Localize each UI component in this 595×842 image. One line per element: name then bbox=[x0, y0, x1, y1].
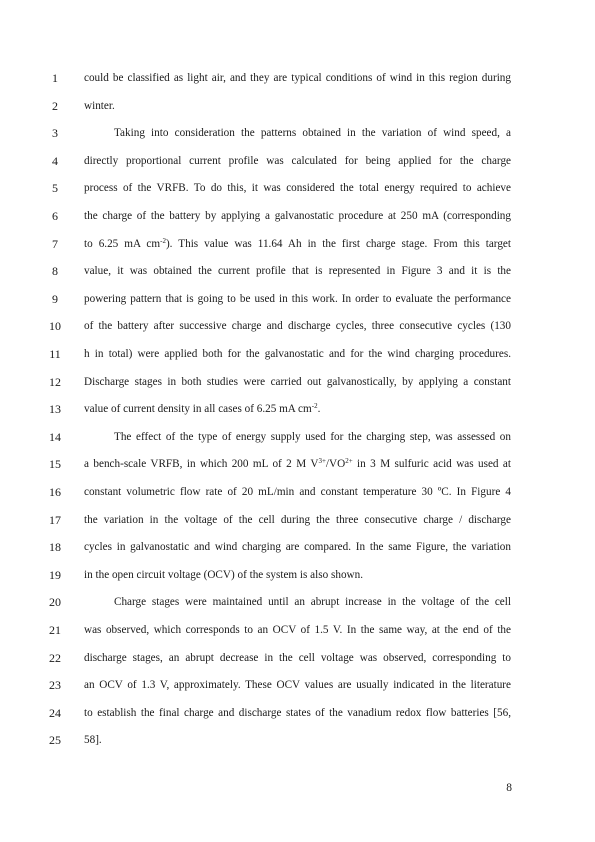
manuscript-line bbox=[0, 512, 595, 532]
superscript: 3+ bbox=[318, 457, 326, 466]
line-number: 20 bbox=[49, 595, 61, 610]
line-number: 17 bbox=[49, 512, 61, 527]
text-run: the variation in the voltage of the cell during the three consecutive charge / discharge bbox=[84, 513, 511, 526]
line-text bbox=[84, 567, 511, 583]
text-run: cycles in galvanostatic and wind charging are compared. In the same Figure, the variation bbox=[84, 541, 511, 554]
line-number: 25 bbox=[49, 733, 61, 748]
manuscript-line bbox=[0, 594, 595, 614]
manuscript-line bbox=[0, 208, 595, 228]
text-run: . bbox=[317, 403, 321, 416]
text-run: in 3 M sulfuric acid was used at bbox=[352, 458, 512, 471]
text-run: Charge stages were maintained until an abrupt increase in the voltage of the cell bbox=[114, 596, 511, 609]
manuscript-line bbox=[0, 567, 595, 587]
text-run: discharge stages, an abrupt decrease in the cell voltage was observed, corresponding to bbox=[84, 651, 511, 664]
text-run: /VO bbox=[325, 458, 346, 471]
line-number: 9 bbox=[52, 291, 58, 306]
manuscript-line bbox=[0, 732, 595, 752]
manuscript-line bbox=[0, 677, 595, 697]
line-number: 6 bbox=[52, 209, 58, 223]
text-run: in the open circuit voltage (OCV) of the system is also shown. bbox=[84, 568, 364, 581]
line-number: 16 bbox=[49, 485, 61, 499]
text-run: The effect of the type of energy supply used for the charging step, was assessed on bbox=[114, 430, 511, 443]
line-text bbox=[114, 594, 511, 610]
line-text bbox=[84, 346, 511, 362]
text-run: of the battery after successive charge and discharge cycles, three consecutive cycles (130 bbox=[84, 320, 511, 333]
line-number: 18 bbox=[49, 540, 61, 555]
line-text bbox=[114, 125, 511, 141]
manuscript-line bbox=[0, 456, 595, 476]
line-number: 2 bbox=[52, 98, 58, 113]
line-text bbox=[84, 153, 511, 169]
manuscript-line bbox=[0, 318, 595, 338]
line-text bbox=[84, 318, 511, 334]
text-run: the charge of the battery by applying a galvanostatic procedure at 250 mA (corresponding bbox=[84, 210, 511, 222]
line-number: 15 bbox=[49, 457, 61, 472]
text-run: powering pattern that is going to be used in this work. In order to evaluate the performance bbox=[84, 292, 511, 305]
line-text bbox=[114, 429, 511, 445]
manuscript-line bbox=[0, 429, 595, 449]
line-text bbox=[84, 180, 511, 196]
text-run: could be classified as light air, and they are typical conditions of wind in this region during bbox=[84, 72, 511, 84]
manuscript-line bbox=[0, 291, 595, 311]
line-number: 23 bbox=[49, 678, 61, 693]
line-number: 12 bbox=[49, 374, 61, 389]
line-number: 21 bbox=[49, 623, 61, 637]
line-text bbox=[84, 512, 511, 528]
text-run: ). This value was 11.64 Ah in the first charge stage. From this target bbox=[165, 237, 511, 250]
text-run: constant volumetric flow rate of 20 mL/min and constant temperature 30 ºC. In Figure 4 bbox=[84, 486, 511, 498]
line-number: 13 bbox=[49, 402, 61, 417]
page-number: 8 bbox=[506, 782, 512, 794]
text-run: a bench-scale VRFB, in which 200 mL of 2 M V bbox=[84, 458, 319, 471]
text-run: Discharge stages in both studies were carried out galvanostically, by applying a constant bbox=[84, 375, 511, 388]
text-run: to establish the final charge and discharge states of the vanadium redox flow batteries [56, bbox=[84, 706, 511, 719]
line-text bbox=[84, 677, 511, 693]
text-run: value, it was obtained the current profile that is represented in Figure 3 and it is the bbox=[84, 265, 511, 278]
line-text bbox=[84, 622, 511, 638]
line-text bbox=[84, 732, 511, 748]
line-number: 8 bbox=[52, 264, 58, 279]
superscript: -2 bbox=[311, 402, 318, 411]
text-run: value of current density in all cases of 6.25 mA cm bbox=[84, 403, 312, 416]
text-run: process of the VRFB. To do this, it was considered the total energy required to achieve bbox=[84, 182, 511, 195]
manuscript-line bbox=[0, 346, 595, 366]
manuscript-line bbox=[0, 539, 595, 559]
text-run: winter. bbox=[84, 99, 115, 112]
line-text bbox=[84, 401, 511, 417]
line-text bbox=[84, 539, 511, 555]
text-run: 58]. bbox=[84, 734, 102, 747]
line-number: 14 bbox=[49, 429, 61, 444]
line-number: 5 bbox=[52, 181, 58, 196]
line-number: 22 bbox=[49, 650, 61, 665]
manuscript-line bbox=[0, 622, 595, 642]
manuscript-line bbox=[0, 374, 595, 394]
text-run: an OCV of 1.3 V, approximately. These OCV values are usually indicated in the literature bbox=[84, 679, 511, 692]
manuscript-line bbox=[0, 153, 595, 173]
text-run: directly proportional current profile was calculated for being applied for the charge bbox=[84, 154, 511, 167]
manuscript-line bbox=[0, 484, 595, 504]
text-run: to 6.25 mA cm bbox=[84, 237, 161, 250]
line-number: 10 bbox=[49, 319, 61, 334]
manuscript-line bbox=[0, 180, 595, 200]
line-number: 3 bbox=[52, 126, 58, 141]
line-number: 1 bbox=[52, 71, 58, 85]
manuscript-line bbox=[0, 125, 595, 145]
line-text bbox=[84, 236, 511, 252]
text-run: was observed, which corresponds to an OCV of 1.5 V. In the same way, at the end of the bbox=[84, 624, 511, 636]
line-text bbox=[84, 705, 511, 721]
superscript: -2 bbox=[160, 236, 166, 245]
line-text bbox=[84, 208, 511, 224]
line-text bbox=[84, 291, 511, 307]
line-number: 11 bbox=[49, 347, 61, 361]
text-run: h in total) were applied both for the galvanostatic and for the wind charging procedures. bbox=[84, 348, 511, 360]
manuscript-line bbox=[0, 650, 595, 670]
line-number: 19 bbox=[49, 567, 61, 582]
manuscript-line bbox=[0, 263, 595, 283]
manuscript-line bbox=[0, 98, 595, 118]
line-number: 4 bbox=[52, 153, 58, 168]
manuscript-line bbox=[0, 705, 595, 725]
text-run: Taking into consideration the patterns obtained in the variation of wind speed, a bbox=[114, 127, 511, 140]
line-number: 24 bbox=[49, 705, 61, 720]
line-text bbox=[84, 484, 511, 500]
line-text bbox=[84, 650, 511, 666]
line-text bbox=[84, 374, 511, 390]
line-text bbox=[84, 263, 511, 279]
superscript: 2+ bbox=[345, 457, 353, 466]
manuscript-line bbox=[0, 236, 595, 256]
manuscript-line bbox=[0, 70, 595, 90]
line-text bbox=[84, 456, 511, 472]
line-text bbox=[84, 98, 511, 114]
line-number: 7 bbox=[52, 236, 58, 251]
manuscript-line bbox=[0, 401, 595, 421]
line-text bbox=[84, 70, 511, 86]
